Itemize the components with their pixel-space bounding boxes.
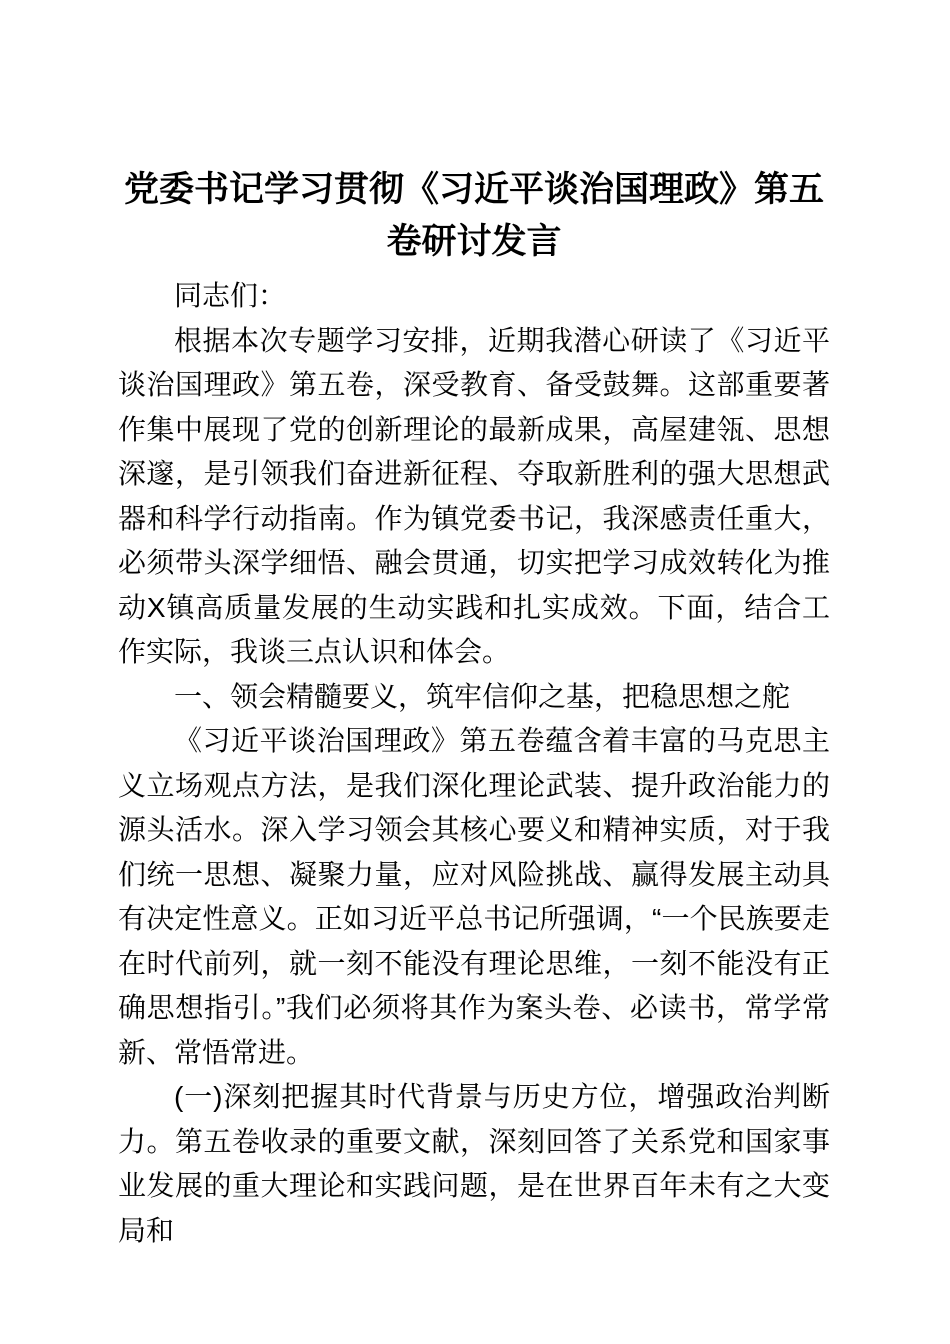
paragraph-intro: 根据本次专题学习安排，近期我潜心研读了《习近平谈治国理政》第五卷，深受教育、备受鼓舞。这部重要著作集中展现了党的创新理论的最新成果，高屋建瓴、思想深邃，是引领我们奋进新征程、夺取新胜利的强大思想武器和科学行动指南。作为镇党委书记，我深感责任重大，必须带头深学细悟、融会贯通，切实把学习成效转化为推动X镇高质量发展的生动实践和扎实成效。下面，结合工作实际，我谈三点认识和体会。 (118, 324, 830, 667)
paragraph-salutation: 同志们： (174, 280, 287, 311)
heading-section-1: 一、领会精髓要义，筑牢信仰之基，把稳思想之舵 (174, 680, 791, 712)
document-body (118, 274, 830, 1253)
document-title: 党委书记学习贯彻《习近平谈治国理政》第五卷研讨发言 (123, 170, 824, 261)
paragraph-subsection-1: (一)深刻把握其时代背景与历史方位，增强政治判断力。第五卷收录的重要文献，深刻回答了关系党和国家事业发展的重大理论和实践问题，是在世界百年未有之大变局和 (118, 1081, 830, 1246)
paragraph-section-1-body: 《习近平谈治国理政》第五卷蕴含着丰富的马克思主义立场观点方法，是我们深化理论武装、提升政治能力的源头活水。深入学习领会其核心要义和精神实质，对于我们统一思想、凝聚力量，应对风险挑战、赢得发展主动具有决定性意义。正如习近平总书记所强调，“一个民族要走在时代前列，就一刻不能没有理论思维，一刻不能没有正确思想指引。”我们必须将其作为案头卷、必读书，常学常新、常悟常进。 (118, 725, 830, 1068)
